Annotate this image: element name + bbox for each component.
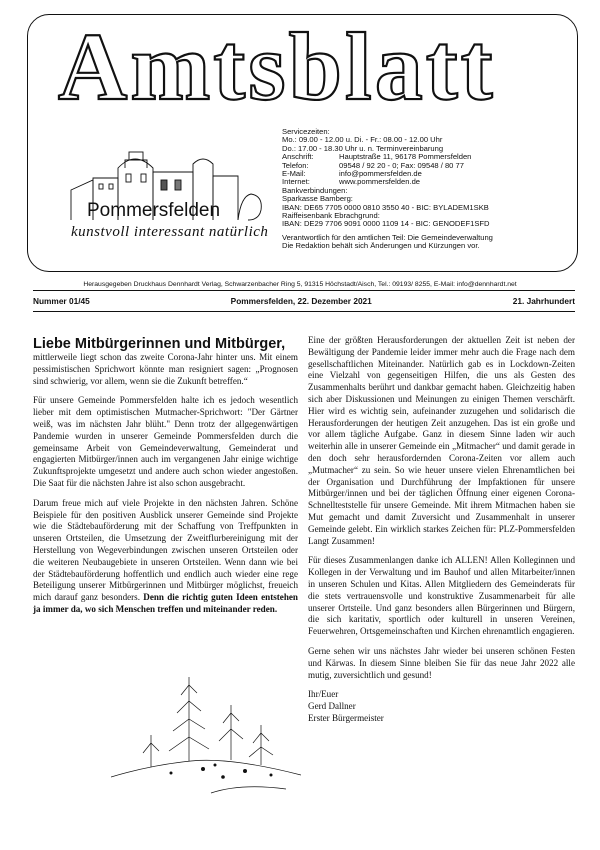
phone-row — [282, 162, 564, 170]
paragraph-bold-text: Denn die richtig guten Ideen entstehen ja immer da, wo sich Menschen treffen und miteinander reden. — [33, 592, 298, 614]
divider-top — [33, 290, 575, 291]
responsible-note: Verantwortlich für den amtlichen Teil: Die Gemeindeverwaltung — [282, 233, 493, 242]
email-link[interactable]: info@pommersfelden.de — [339, 170, 422, 179]
signature-name: Gerd Dallner — [308, 701, 356, 712]
article-column-right — [308, 335, 575, 725]
paragraph: Für dieses Zusammenlangen danke ich ALLEN! Allen Kolleginnen und Kollegen in der Verwaltung und im Bauhof und allen Mitarbeiter/innen in unseren Schulen und Kitas. Allen Mitgliedern des Gemeinderats für die stets vertrauensvolle und konstruktive Zusammenarbeit für alle unserer Ortsteile. Und ganz besonders allen Bürgerinnen und Bürgern, die sich karitativ, sportlich oder kulturell in unseren Vereinen, Feuerwehren, Ortsgemeinschaften und Kirchen ehrenamtlich engagieren. — [308, 555, 575, 637]
signature-block — [308, 689, 575, 724]
winter-forest-illustration — [111, 665, 301, 805]
bank-1-name: Sparkasse Bamberg: — [282, 195, 353, 204]
service-hours-line-2: Do.: 17.00 - 18.30 Uhr u. n. Terminvereinbarung — [282, 144, 444, 153]
phone-value: 09548 / 92 20 - 0; Fax: 09548 / 80 77 — [339, 161, 464, 170]
address-value: Hauptstraße 11, 96178 Pommersfelden — [339, 153, 472, 162]
bank-1-iban: IBAN: DE65 7705 0000 0810 3550 40 - BIC: BYLADEM1SKB — [282, 203, 489, 212]
signature-greeting: Ihr/Euer — [308, 689, 339, 700]
address-row — [282, 153, 564, 161]
service-info-block — [282, 128, 564, 251]
service-hours-line-1: Mo.: 09.00 - 12.00 u. Di. - Fr.: 08.00 - 12.00 Uhr — [282, 136, 443, 145]
paragraph — [33, 498, 298, 616]
paragraph: Eine der größten Herausforderungen der aktuellen Zeit ist neben der Bewältigung der Pandemie leider immer mehr auch die Frage nach dem gesellschaftlichen Miteinander. Natürlich gab es in Lockdown-Zeiten eine Vielzahl von gegenseitigen Hilfen, die uns als Gesten des Zusammenhalts berührt und dankbar gemacht haben. Gleichzeitig haben sich aber Diskussionen und Meinungen zu einigen Themen verschärft. Hier wird es wichtig sein, aufeinander zuzugehen und solidarisch die Herausforderungen der heutigen Zeit anzugehen. Das ist ein große und vor allem tägliche Aufgabe. Ganz in diesem Sinne laden wir auch weiterhin alle in unserer Gemeinde ein „Mitmacher“ und damit gerade in den doch sehr herausfordernden Corona-Zeiten vor allem auch „Mutmacher“ zu sein. So wie heuer unsere vielen Ehrenamtlichen bei der Organisation und Durchführung der Impfaktionen für unsere Mitbürger/innen und bei der täglichen Öffnung einer eigenen Corona-Schnellteststelle für unsere Gemeinde. Mit ihrem Mitmachen haben sie Mut gemacht und damit Zuversicht und Zusammenhalt in unserer Gemeinde gelebt. Ein wirklich starkes Zeichen für: PLZ-Pommersfelden Langt Zusammen! — [308, 335, 575, 546]
phone-label: Telefon: — [282, 161, 309, 170]
bank-2-name: Raiffeisenbank Ebrachgrund: — [282, 212, 380, 221]
email-row — [282, 170, 564, 178]
bank-2-iban: IBAN: DE29 7706 9091 0000 1109 14 - BIC: GENODEF1SFD — [282, 220, 490, 229]
bank-heading: Bankverbindungen: — [282, 186, 348, 195]
town-name: Pommersfelden — [87, 200, 221, 221]
divider-bottom — [33, 311, 575, 312]
town-motto: kunstvoll interessant natürlich — [71, 224, 269, 240]
signature-title: Erster Bürgermeister — [308, 712, 384, 723]
service-hours-heading: Servicezeiten: — [282, 128, 330, 136]
internet-row — [282, 178, 564, 186]
article-headline: Liebe Mitbürgerinnen und Mitbürger, — [33, 336, 286, 352]
editorial-note: Die Redaktion behält sich Änderungen und Kürzungen vor. — [282, 242, 480, 251]
paragraph-text: Darum freue mich auf viele Projekte in den nächsten Jahren. Schöne Beispiele für den positiven Ausblick unserer Gemeinde sind Projekte wie die Städtebauförderung mit der Schaffung von Treffpunkten in unseren Ortsteilen, die Umsetzung der Zweitflurbereinigung mit der Herstellung von Wegeverbindungen zwischen unseren Ortsteilen oder die weiteren Neubaugebiete in unseren Ortsteilen. Wenn dann wie bei der Städtebauförderung hoffentlich und endlich auch wieder eine rege Beteiligung unserer Mitbürgerinnen und Mitbürger möglichst, freueich mich darauf ganz besonders. — [33, 497, 298, 603]
paragraph: Gerne sehen wir uns nächstes Jahr wieder bei unseren schönen Festen und Kärwas. In diesem Sinne bleiben Sie für das neue Jahr 2022 alle mutig, zuversichtlich und gesund! — [308, 645, 575, 680]
paragraph: mittlerweile liegt schon das zweite Corona-Jahr hinter uns. Mit einem pessimistischen Sprichwort könnte man resigniert sagen: „Prognosen sind schwierig, vor allem, wenn sie die Zukunft betreffen.“ — [33, 352, 298, 386]
issue-place-date: Pommersfelden, 22. Dezember 2021 — [230, 296, 372, 306]
publisher-line: Herausgegeben Druckhaus Dennhardt Verlag, Schwarzenbacher Ring 5, 91315 Höchstadt/Aisch, Tel.: 09193/ 8255, E-Mail: info@dennhardt.net — [83, 281, 517, 288]
address-label: Anschrift: — [282, 153, 314, 162]
issue-century: 21. Jahrhundert — [512, 296, 575, 306]
issue-info-row — [33, 296, 575, 306]
article-column-left — [33, 352, 298, 624]
issue-number: Nummer 01/45 — [33, 296, 90, 306]
website-link[interactable]: www.pommersfelden.de — [339, 178, 421, 187]
internet-label: Internet: — [282, 178, 310, 187]
email-label: E-Mail: — [282, 170, 306, 179]
paragraph: Für unsere Gemeinde Pommersfelden halte ich es jedoch wesentlich lieber mit dem optimistischen Mutmacher-Sprichwort: "Der Gärtner weiß, was im nächsten Jahr blüht." Denn trotz der allgegenwärtigen Pandemie wurden in unserer Gemeinde Pommersfelden durch die gemeinsame Arbeit von Gemeindeverwaltung, Gemeinderat und engagierten Mitbürger/innen auch im vergangenen Jahr einige wichtige Zukunftsprojekte umgesetzt und andere auch schon wieder angestoßen. Die Saat für die nächsten Jahre ist also schon ausgebracht. — [33, 395, 298, 488]
newspaper-title: Amtsblatt — [58, 13, 496, 120]
